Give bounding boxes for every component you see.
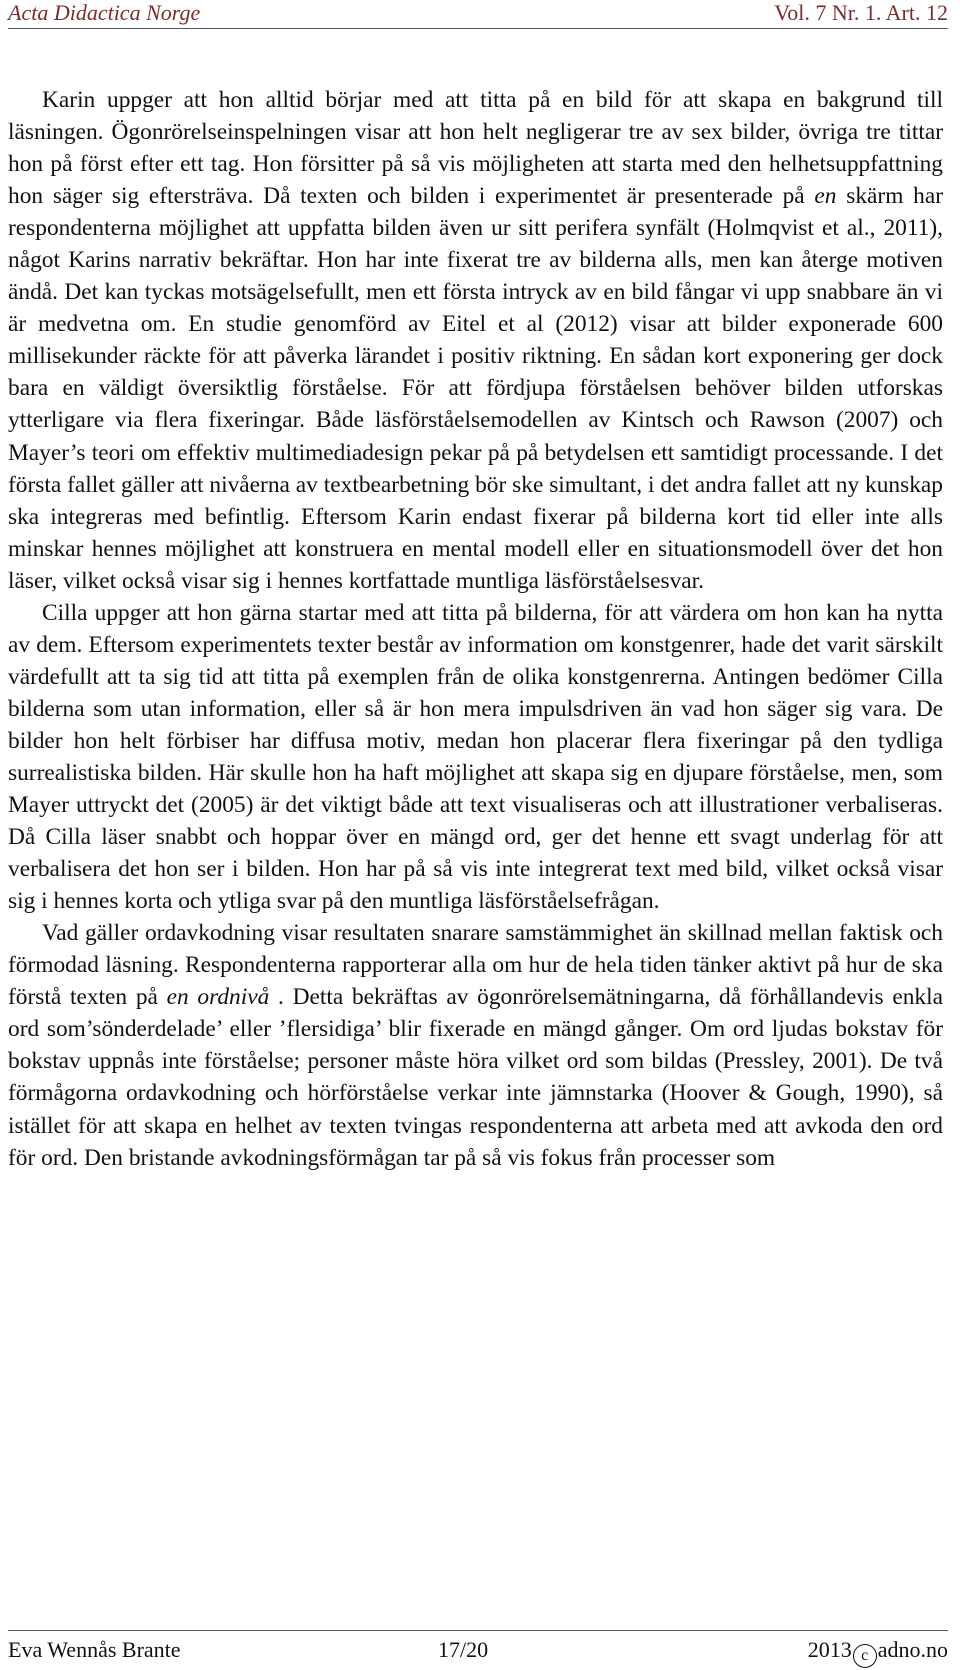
body-paragraph [8,917,943,1173]
footer-author: Eva Wennås Brante [8,1637,181,1662]
volume-info: Vol. 7 Nr. 1. Art. 12 [774,0,948,25]
paragraph-text: Cilla uppger att hon gärna startar med att titta på bilderna, för att värdera om hon kan ha nytta av dem. Eftersom experimentets texter består av information om konstgenrer, hade det varit särskilt värdefullt att ta sig tid att titta på exemplen från de olika konstgenrerna. Antingen bedömer Cilla bilderna som utan information, eller så är hon mera impulsdriven än vad hon säger sig vara. De bilder hon helt förbiser har diffusa motiv, medan hon placerar flera fixeringar på den tydliga surrealistiska bilden. Här skulle hon ha haft möjlighet att skapa sig en djupare förståelse, men, som Mayer uttryckt det (2005) är det viktigt både att text visualiseras och att illustrationer verbaliseras. Då Cilla läser snabbt och hoppar över en mängd ord, ger det henne ett svagt underlag för att verbalisera det hon ser i bilden. Hon har på så vis inte integrerat text med bild, vilket också visar sig i hennes korta och ytliga svar på den muntliga läsförståelsefrågan. [8,599,943,915]
paragraph-text: skärm har respondenterna möjlighet att uppfatta bilden även ur sitt perifera synfält (Holmqvist et al., 2011), något Karins narrativ bekräftar. Hon har inte fixerat tre av bilderna alls, men kan återge motiven ändå. Det kan tyckas motsägelsefullt, men ett första intryck av en bild fångar vi upp snabbare än vi är medvetna om. En studie genomförd av Eitel et al (2012) visar att bilder exponerade 600 millisekunder räckte för att påverka lärandet i positiv riktning. En sådan kort exponering ger dock bara en väldigt översiktlig förståelse. För att fördjupa förståelsen behöver bilden utforskas ytterligare via flera fixeringar. Både läsförståelsemodellen av Kintsch och Rawson (2007) och Mayer’s teori om effektiv multimediadesign pekar på på betydelsen ett samtidigt processande. I det första fallet gäller att nivåerna av textbearbetning bör ske simultant, i det andra fallet att ny kunskap ska integreras med befintlig. Eftersom Karin endast fixerar på bilderna kort tid eller inte alls minskar hennes möjlighet att konstruera en mental modell eller en situationsmodell över det hon läser, vilket också visar sig i hennes kortfattade muntliga läsförståelsesvar. [8,183,943,594]
body-paragraph [8,84,943,597]
paragraph-text: Karin uppger att hon alltid börjar med att titta på en bild för att skapa en bakgrund till läsningen. Ögonrörelseinspelningen visar att hon helt negligerar tre av sex bilder, övriga tre tittar hon på först efter ett tag. Hon försitter på så vis möjligheten att starta med den helhetsuppfattning hon säger sig eftersträva. Då texten och bilden i experimentet är presenterade på [8,87,943,210]
body-paragraph [8,597,943,917]
footer-site [808,1637,948,1668]
emphasis-text: en [814,183,837,210]
journal-title: Acta Didactica Norge [8,0,201,25]
paragraph-text: . Detta bekräftas av ögonrörelsemätningarna, då förhållandevis enkla ord som’sönderdelade’ eller ’flersidiga’ blir fixerade en mängd gånger. Om ord ljudas bokstav för bokstav uppnås inte förståelse; personer måste höra vilket ord som bildas (Pressley, 2001). De två förmågorna ordavkodning och hörförståelse verkar inte jämnstarka (Hoover & Gough, 1990), så istället för att skapa en helhet av texten tvingas respondenterna att arbeta med att avkoda den ord för ord. Den bristande avkodningsförmågan tar på så vis fokus från processer som [8,984,943,1171]
footer-domain: adno.no [877,1637,948,1662]
emphasis-text: en ordnivå [166,984,270,1011]
page-header [8,0,948,29]
article-body [8,84,943,1174]
footer-page-number: 17/20 [438,1637,489,1662]
footer-year: 2013 [807,1637,852,1662]
page-footer [8,1630,948,1667]
paragraph-text: Vad gäller ordavkodning visar resultaten snarare samstämmighet än skillnad mellan faktisk och förmodad läsning. Respondenterna rapporterar alla om hur de hela tiden tänker aktivt på hur de ska förstå texten på [8,920,943,1011]
copyright-icon: c [853,1644,877,1668]
